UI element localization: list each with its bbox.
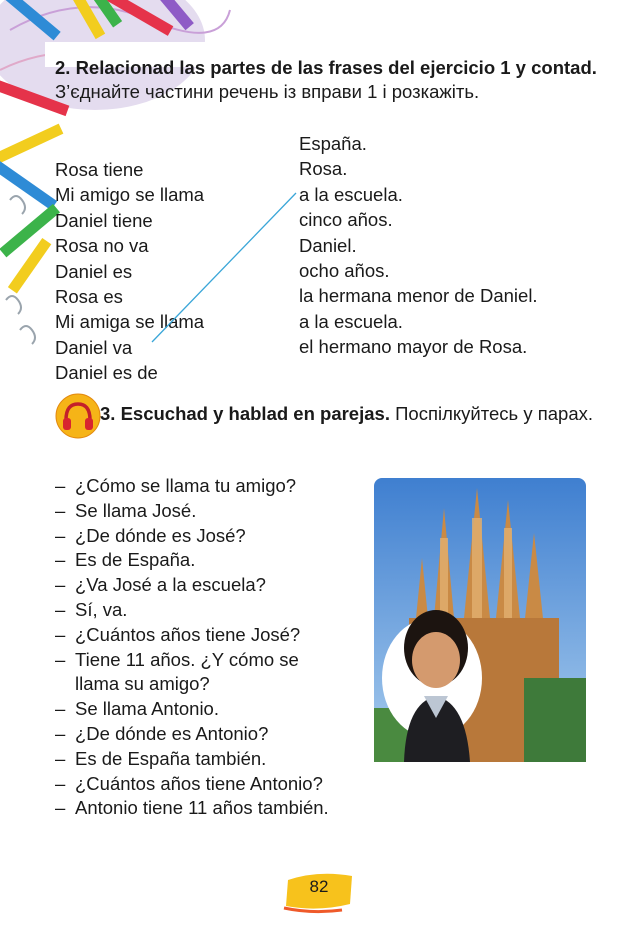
headphones-icon xyxy=(55,393,101,439)
right-item: el hermano mayor de Rosa. xyxy=(299,336,528,358)
left-item: Rosa no va xyxy=(55,235,149,257)
dialog-line: – Antonio tiene 11 años también. xyxy=(55,797,329,819)
right-item: ocho años. xyxy=(299,260,390,282)
left-item: Daniel es xyxy=(55,260,133,282)
dialog-line: – ¿Cómo se llama tu amigo? xyxy=(55,475,297,496)
exercise-3-title: 3. Escuchad y hablad en parejas. xyxy=(100,403,390,424)
dialog-line: – Tiene 11 años. ¿Y cómo se llama su amigo? xyxy=(55,648,299,695)
right-item: la hermana menor de Daniel. xyxy=(299,285,538,307)
dialog-line: – Se llama José. xyxy=(55,499,197,521)
dialog-line: – ¿De dónde es José? xyxy=(55,524,246,546)
left-item: Rosa tiene xyxy=(55,159,144,180)
dialog-line: – ¿Cuántos años tiene Antonio? xyxy=(55,772,323,794)
dialog-line: – ¿Cuántos años tiene José? xyxy=(55,623,301,645)
exercise-2-instruction: З’єднайте частини речень із вправи 1 і розкажіть. xyxy=(55,81,480,102)
right-item: a la escuela. xyxy=(299,183,403,205)
exercise-3-instruction: Поспілкуйтесь у парах. xyxy=(389,403,593,424)
dialog-line: – Es de España también. xyxy=(55,747,267,769)
left-item: Daniel va xyxy=(55,336,133,358)
left-item: Mi amigo se llama xyxy=(55,184,205,206)
page-number-badge xyxy=(282,868,356,914)
dialog-line: – ¿Va José a la escuela? xyxy=(55,574,266,596)
left-item: Daniel tiene xyxy=(55,209,153,231)
page-number: 82 xyxy=(309,877,329,896)
right-item: cinco años. xyxy=(299,209,393,231)
dialog-line: – ¿De dónde es Antonio? xyxy=(55,722,269,744)
left-item: Rosa es xyxy=(55,286,123,308)
dialog-line: – Es de España. xyxy=(55,549,196,571)
right-item: Rosa. xyxy=(299,158,348,180)
right-item: a la escuela. xyxy=(299,310,403,332)
exercise-2-title: 2. Relacionad las partes de las frases del ejercicio 1 y contad. xyxy=(55,57,597,78)
dialog-line: – Se llama Antonio. xyxy=(55,698,219,720)
right-item: Daniel. xyxy=(299,234,357,256)
boy-cathedral-photo xyxy=(374,478,586,762)
left-item: Daniel es de xyxy=(55,362,158,384)
dialog-line: – Sí, va. xyxy=(55,598,128,620)
dialog-list xyxy=(55,474,385,821)
right-item: España. xyxy=(299,133,367,154)
left-item: Mi amiga se llama xyxy=(55,311,205,333)
